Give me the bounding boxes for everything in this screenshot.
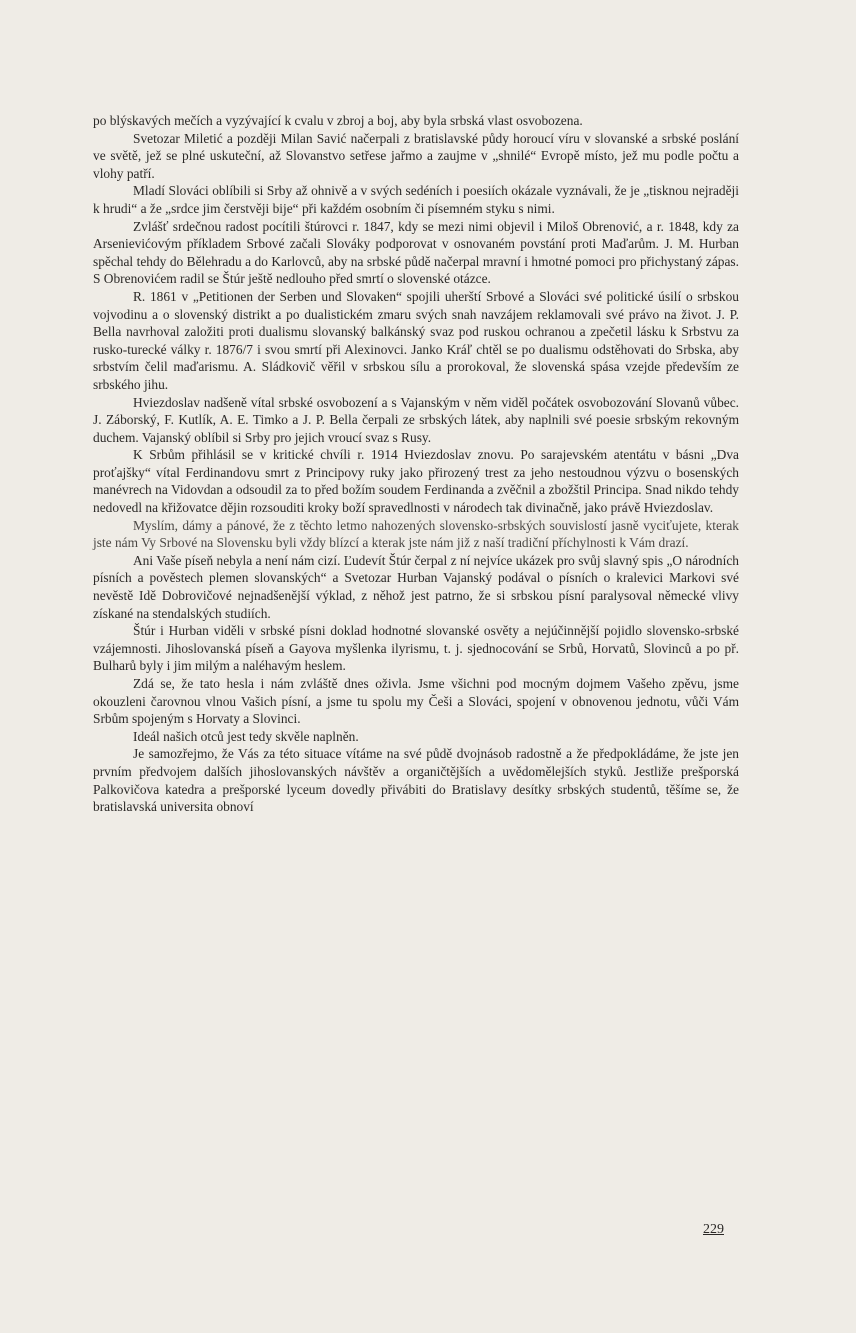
paragraph: R. 1861 v „Petitionen der Serben und Slovaken“ spojili uherští Srbové a Slováci své politické úsilí o srbskou vojvodinu a o slovenský distrikt a po dualistickém zmaru svých snah navzájem reklamovali své právo na život. J. P. Bella navrhoval založiti proti dualismu slovanský balkánský svaz pod ruskou ochranou a zpečetil lásku k Srbstvu za rusko-turecké války r. 1876/7 i svou smrtí při Alexinovci. Janko Kráľ chtěl se po dualismu odstěhovati do Srbska, aby srbstvím čelil maďarismu. A. Sládkovič věřil v srbskou sílu a prorokoval, že slovenská spása vzejde především ze srbského jihu. <box>93 288 739 392</box>
paragraph: Zdá se, že tato hesla i nám zvláště dnes oživla. Jsme všichni pod mocným dojmem Vašeho zpěvu, jsme okouzleni čarovnou vlnou Vašich písní, a jsme tu spolu my Češi a Slováci, spojení v obnovenou jednotu, vůči Vám Srbům spojeným s Horvaty a Slovinci. <box>93 676 739 727</box>
paragraph: Myslím, dámy a pánové, že z těchto letmo nahozených slovensko-srbských souvislostí jasně vyciťujete, kterak jste nám Vy Srbové na Slovensku byli vždy blízcí a kterak jste nám již z naší tradiční příchylnosti k Vám drazí. <box>93 517 739 551</box>
paragraph: Svetozar Miletić a později Milan Savić načerpali z bratislavské půdy horoucí víru v slovanské a srbské poslání ve světě, jež se plné uskuteční, až Slovanstvo setřese jařmo a zaujme v „shnilé“ Evropě místo, jež mu podle počtu a vlohy patří. <box>93 130 739 181</box>
paragraph: Hviezdoslav nadšeně vítal srbské osvobození a s Vajanským v něm viděl počátek osvobozování Slovanů vůbec. J. Záborský, F. Kutlík, A. E. Timko a J. P. Bella čerpali ze srbských látek, aby naplnili své poesie srbským rekovným duchem. Vajanský oblíbil si Srby pro jejich vroucí svaz s Rusy. <box>93 394 739 445</box>
paragraph: po blýskavých mečích a vyzývající k cvalu v zbroj a boj, aby byla srbská vlast osvobozena. <box>93 113 583 128</box>
paragraph: Je samozřejmo, že Vás za této situace vítáme na své půdě dvojnásob radostně a že předpokládáme, že jste jen prvním předvojem dalších jihoslovanských návštěv a organičtějších a uvědomělejších styků. Jestliže prešporská Palkovičova katedra a prešporské lyceum dovedly přivábiti do Bratislavy desítky srbských studentů, těšíme se, že bratislavská universita obnoví <box>93 746 739 815</box>
paragraph: Štúr i Hurban viděli v srbské písni doklad hodnotné slovanské osvěty a nejúčinnější pojidlo slovensko-srbské vzájemnosti. Jihoslovanská píseň a Gayova myšlenka ilyrismu, t. j. sjednocování se Srbů, Horvatů, Slovinců a po př. Bulharů byly i jim milým a naléhavým heslem. <box>93 623 739 674</box>
paragraph: K Srbům přihlásil se v kritické chvíli r. 1914 Hviezdoslav znovu. Po sarajevském atentátu v básni „Dva proťajšky“ vítal Ferdinandovu smrt z Principovy ruky jako přirozený trest za jeho nestoudnou výzvu o bosenských manévrech na Vidovdan a odsoudil za to před božím soudem Ferdinanda a zvěčnil a zbožštil Principa. Snad nikdo tehdy nedovedl na křižovatce dějin rozsouditi kroky boží spravedlnosti v národech tak divinačně, jako právě Hviezdoslav. <box>93 447 739 516</box>
paragraph: Ani Vaše píseň nebyla a není nám cizí. Ľudevít Štúr čerpal z ní nejvíce ukázek pro svůj slavný spis „O národních písních a pověstech plemen slovanských“ a Svetozar Hurban Vajanský podával o písních o kralevici Markovi své nevěstě Idě Dobrovičové nejnadšenější výklad, z něhož jest patrno, že si srbskou písní paralysoval německé vlivy získané na stendalských studiích. <box>93 552 739 621</box>
body-text <box>93 112 739 816</box>
paragraph: Mladí Slováci oblíbili si Srby až ohnivě a v svých sedéních i poesiích okázale vyznávali, že je „tisknou nejraději k hrudi“ a že „srdce jim čerstvěji bije“ při každém osobním či písemném styku s nimi. <box>93 183 739 216</box>
book-page <box>93 112 739 816</box>
page-number: 229 <box>703 1222 724 1237</box>
paragraph: Zvlášť srdečnou radost pocítili štúrovci r. 1847, kdy se mezi nimi objevil i Miloš Obrenović, a r. 1848, kdy za Arsenievićovým příkladem Srbové začali Slováky podporovat v osnovaném povstání proti Maďarům. J. M. Hurban spěchal tehdy do Bělehradu a do Karlovců, aby na srbské půdě načerpal mravní i hmotné pomoci pro přichystaný zápas. S Obrenovićem radil se Štúr ještě nedlouho před smrtí o slovenské otázce. <box>93 218 739 287</box>
paragraph: Ideál našich otců jest tedy skvěle naplněn. <box>133 728 359 744</box>
